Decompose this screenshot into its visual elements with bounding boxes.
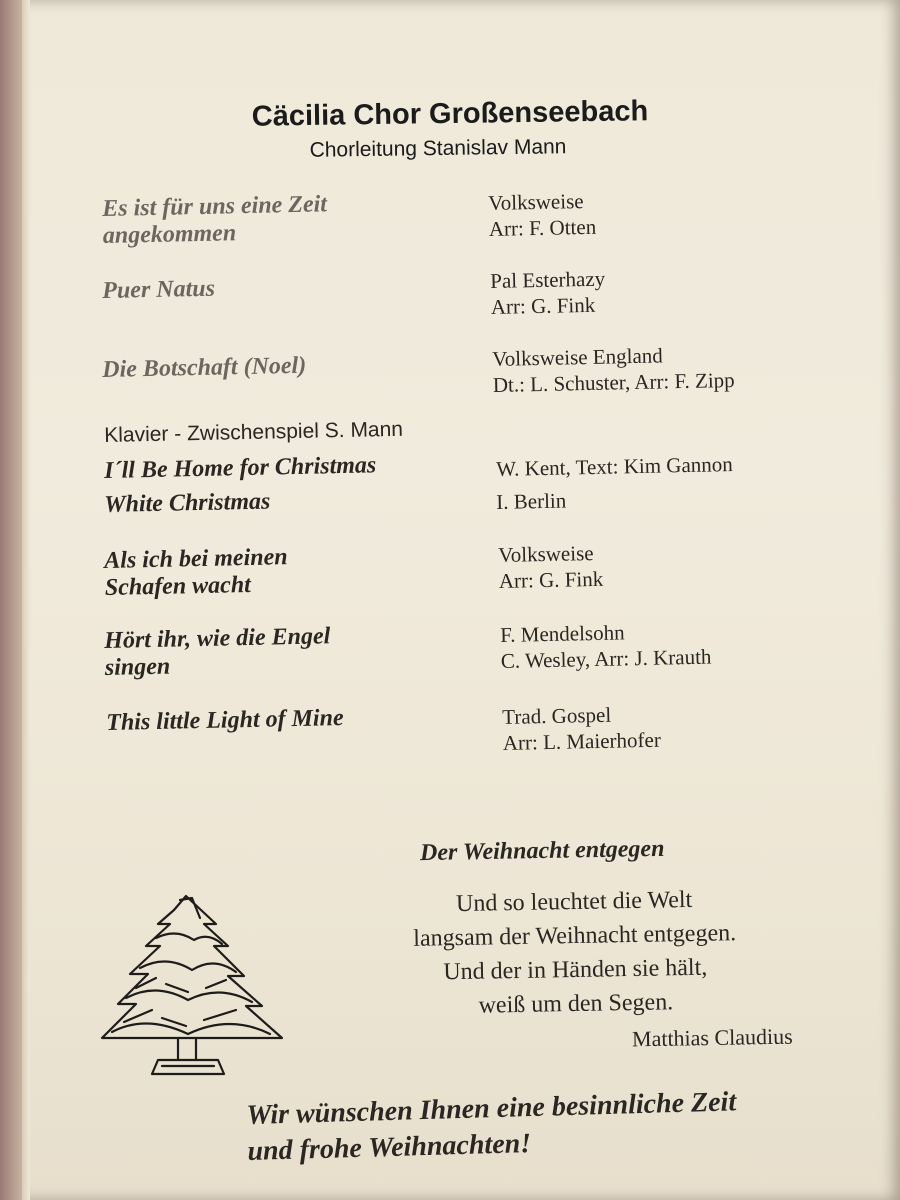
song-title bbox=[104, 623, 331, 682]
song-credits bbox=[492, 341, 735, 398]
credit-line: Volksweise bbox=[498, 541, 594, 567]
song-title-line: I´ll Be Home for Christmas bbox=[104, 452, 377, 484]
credit-line: Arr: G. Fink bbox=[498, 566, 604, 593]
song-title-line: Puer Natus bbox=[102, 275, 216, 304]
piano-interlude: Klavier - Zwischenspiel S. Mann bbox=[104, 417, 404, 447]
credit-line: Pal Esterhazy bbox=[490, 266, 606, 293]
song-title bbox=[104, 452, 377, 485]
song-credits bbox=[500, 618, 712, 674]
song-credits bbox=[496, 488, 567, 515]
poem-line: Und so leuchtet die Welt bbox=[455, 886, 693, 918]
song-credits bbox=[488, 188, 596, 242]
song-credits bbox=[502, 701, 661, 756]
closing-greeting bbox=[246, 1084, 738, 1170]
credit-line: I. Berlin bbox=[496, 488, 567, 514]
song-title bbox=[102, 276, 215, 305]
credit-line: Arr: L. Maierhofer bbox=[502, 727, 662, 755]
poem-line: weiß um den Segen. bbox=[478, 989, 674, 1019]
credit-line: Trad. Gospel bbox=[502, 702, 612, 729]
song-title-line: Es ist für uns eine Zeit bbox=[102, 191, 328, 222]
poem-author: Matthias Claudius bbox=[631, 1023, 793, 1052]
song-title bbox=[106, 705, 344, 737]
poem-text bbox=[359, 881, 791, 1024]
credit-line: Volksweise England bbox=[492, 343, 664, 371]
song-title bbox=[102, 353, 306, 384]
song-title-line: Die Botschaft (Noel) bbox=[102, 352, 307, 383]
song-title-line: This little Light of Mine bbox=[106, 705, 344, 736]
song-title-line: Hört ihr, wie die Engel bbox=[104, 623, 331, 654]
closing-line: und frohe Weihnachten! bbox=[247, 1128, 532, 1167]
song-title bbox=[104, 544, 288, 602]
song-title bbox=[104, 489, 271, 519]
poem-line: langsam der Weihnacht entgegen. bbox=[413, 920, 737, 952]
credit-line: Arr: F. Otten bbox=[488, 214, 597, 241]
credit-line: C. Wesley, Arr: J. Krauth bbox=[500, 644, 712, 673]
choir-title: Cäcilia Chor Großenseebach bbox=[251, 95, 649, 133]
song-title-line: White Christmas bbox=[104, 488, 271, 518]
choir-conductor: Chorleitung Stanislav Mann bbox=[309, 135, 567, 162]
song-title-line: Schafen wacht bbox=[104, 571, 252, 601]
page-edge bbox=[22, 0, 30, 1200]
credit-line: Arr: G. Fink bbox=[490, 292, 596, 319]
song-credits bbox=[498, 540, 603, 594]
credit-line: Dt.: L. Schuster, Arr: F. Zipp bbox=[492, 367, 735, 397]
song-credits bbox=[490, 266, 606, 320]
credit-line: F. Mendelsohn bbox=[500, 620, 625, 647]
song-title-line: singen bbox=[104, 653, 171, 681]
credit-line: Volksweise bbox=[488, 189, 584, 215]
song-title-line: angekommen bbox=[102, 220, 237, 249]
song-credits bbox=[496, 451, 733, 482]
poem-title: Der Weihnacht entgegen bbox=[419, 835, 665, 867]
song-title-line: Als ich bei meinen bbox=[104, 544, 288, 574]
closing-line: Wir wünschen Ihnen eine besinnliche Zeit bbox=[246, 1086, 737, 1131]
christmas-tree-icon bbox=[96, 888, 286, 1088]
poem-line: Und der in Händen sie hält, bbox=[443, 954, 708, 986]
credit-line: W. Kent, Text: Kim Gannon bbox=[496, 452, 733, 481]
song-title bbox=[102, 191, 328, 250]
